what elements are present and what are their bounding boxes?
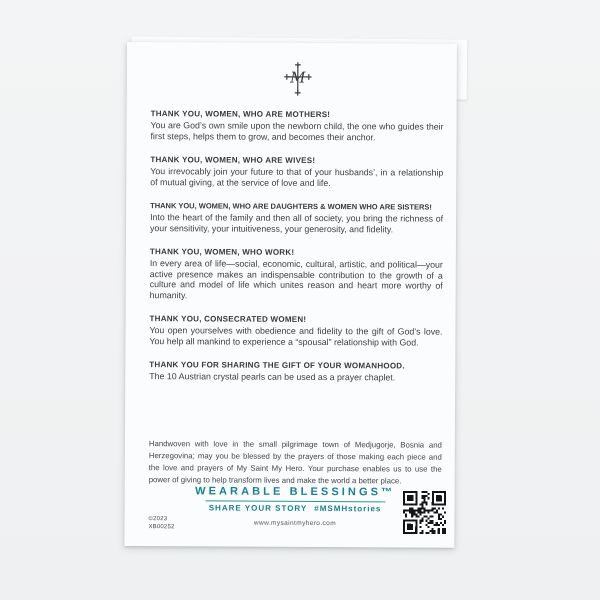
share-label: SHARE YOUR STORY (208, 503, 308, 513)
section-wives (150, 155, 443, 189)
section-heading: THANK YOU, WOMEN, WHO ARE WIVES! (150, 155, 316, 165)
share-your-story-line (149, 503, 442, 514)
qr-code (402, 490, 446, 534)
website-url: www.mysaintmyhero.com (253, 519, 337, 528)
card-content (149, 42, 444, 383)
prayer-card-back (124, 42, 457, 548)
section-mothers (150, 109, 443, 143)
section-work (150, 247, 443, 302)
section-womanhood (149, 360, 442, 383)
svg-text:M: M (289, 68, 306, 87)
section-heading: THANK YOU FOR SHARING THE GIFT OF YOUR WOMANHOOD. (149, 360, 405, 371)
section-daughters-sisters (150, 201, 443, 235)
section-heading: THANK YOU, WOMEN, WHO ARE MOTHERS! (150, 109, 331, 120)
section-body: You irrevocably join your future to that of your husbands’, in a relationship of mutual giving, at the service of love and life. (150, 166, 444, 188)
brand-title: WEARABLE BLESSINGS™ (195, 485, 396, 499)
brand-divider (205, 500, 385, 502)
handwoven-note: Handwoven with love in the small pilgrimage town of Medjugorje, Bosnia and Herzegovina; may you be blessed by the prayers of those making each piece and the love and prayers of My Saint My Hero. Your purchase enables us to use the power of giving to help transform lives and make the world a better place. (148, 439, 442, 486)
logo-wrap (151, 61, 444, 97)
share-hashtag: #MSMHstories (314, 503, 382, 514)
section-body: You are God’s own smile upon the newborn child, the one who guides their first steps, helps them to grow, and becomes their anchor. (150, 120, 444, 142)
section-body: Into the heart of the family and then all of society, you bring the richness of your sensitivity, your intuitiveness, your generosity, and fidelity. (150, 212, 444, 234)
section-heading: THANK YOU, WOMEN, WHO ARE DAUGHTERS & WOMEN WHO ARE SISTERS! (150, 201, 432, 212)
marian-cross-icon (283, 62, 311, 96)
section-heading: THANK YOU, CONSECRATED WOMEN! (149, 314, 307, 324)
section-consecrated (149, 314, 442, 348)
section-body: The 10 Austrian crystal pearls can be used as a prayer chaplet. (149, 371, 396, 383)
brand-block (149, 485, 442, 513)
item-code: XB00252 (148, 523, 175, 530)
section-heading: THANK YOU, WOMEN, WHO WORK! (149, 247, 295, 257)
section-body: In every area of life—social, economic, cultural, artistic, and political—your active presence makes an indispensable contribution to the growth of a culture and model of life which unites reason and heart more worthy of humanity. (149, 258, 443, 300)
copyright-year: ©2023 (148, 516, 168, 523)
section-body: You open yourselves with obedience and fidelity to the gift of God’s love. You help all mankind to experience a “spousal” relationship with God. (149, 325, 443, 348)
